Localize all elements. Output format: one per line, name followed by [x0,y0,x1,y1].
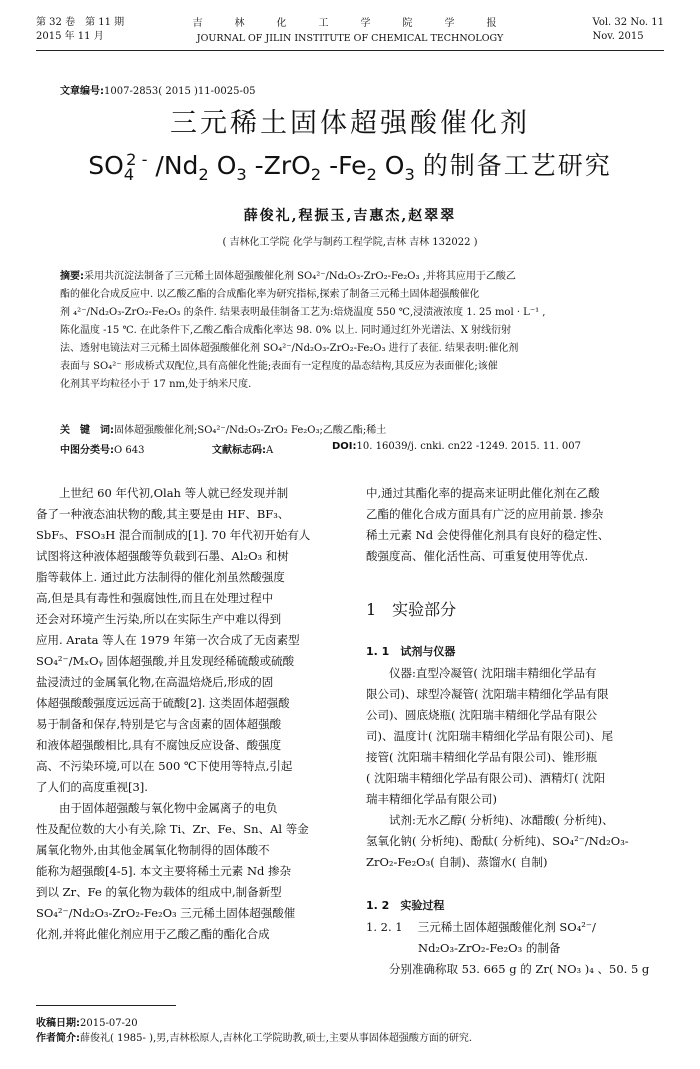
keywords: 关 键 词:固体超强酸催化剂;SO₄²⁻/Nd₂O₃-ZrO₂ Fe₂O₃;乙酸乙酯;稀土 [60,425,387,436]
journal-name-en: JOURNAL OF JILIN INSTITUTE OF CHEMICAL TECHNOLOGY [196,33,504,44]
volume-issue-en: Vol. 32 No. 11 Nov. 2015 [592,17,664,42]
title-line-1: 三元稀土固体超强酸催化剂 [170,108,530,139]
article-number: 文章编号:1007-2853( 2015 )11-0025-05 [60,86,256,97]
date-en: Nov. 2015 [592,31,644,42]
author-bio: 作者简介:薛俊礼( 1985- ),男,吉林松原人,吉林化工学院助教,硕士,主要从事固体超强酸方面的研究. [36,1033,473,1044]
document-code: 文献标志码:A [212,445,274,456]
footnote-rule [36,1005,176,1006]
journal-name [150,16,550,46]
subsection-heading-1-2: 1. 2 实验过程 [366,899,445,912]
section-heading-1: 1 实验部分 [366,600,457,619]
subsection-heading-1-1: 1. 1 试剂与仪器 [366,645,456,658]
clc-number: O 643 [114,445,145,456]
left-column: 上世纪 60 年代初,Olah 等人就已经发现并制 备了一种液态油状物的酸,其主要是由 HF、BF₃、 SbF₅、FSO₃H 混合而制成的[1]. 70 年代初开始有人 试图将这种液体超强酸等负载到石墨、Al₂O₃ 和树 脂等载体上. 通过此方法制得的催化剂虽然酸强度 高,但是具有毒性和强腐蚀性,而且在处理过程中 还会对环境产生污染,所以在实际生产中难以得到 应用. Arata 等人在 1979 年第一次合成了无卤素型 SO₄²⁻/MₓOᵧ 固体超强酸,并且发现经稀硫酸或硫酸 盐浸渍过的金属氧化物,在高温焙烧后,形成的固 体超强酸酸强度远远高于硫酸[2]. 这类固体超强酸 易于制备和保存,特别是它与含卤素的固体超强酸 和液体超强酸相比,具有不腐蚀反应设备、酸强度 高、不污染环境,可以在 500 ℃下使用等特点,引起 了人们的高度重视[3]. 由于固体超强酸与氧化物中金属离子的电负 性及配位数的大小有关,除 Ti、Zr、Fe、Sn、Al 等金 属氧化物外,由其他金属氧化物制得的固体酸不 能称为超强酸[4-5]. 本文主要将稀土元素 Nd 掺杂 到以 Zr、Fe 的氧化物为载体的组成中,制备新型 SO₄²⁻/Nd₂O₃-ZrO₂-Fe₂O₃ 三元稀土固体超强酸催 化剂,并将此催化剂应用于乙酸乙酯的酯化合成 [36,486,311,941]
abstract-label: 摘要: [60,271,84,282]
received-date: 收稿日期:2015-07-20 [36,1018,138,1029]
title-suffix: 的制备工艺研究 [422,151,612,180]
authors: 薛俊礼,程振玉,吉惠杰,赵翠翠 [243,208,457,224]
doi: DOI:10. 16039/j. cnki. cn22 -1249. 2015. 11. 007 [332,441,582,452]
journal-name-cn: 吉 林 化 工 学 院 学 报 [192,18,508,29]
abstract: 摘要:采用共沉淀法制备了三元稀土固体超强酸催化剂 SO₄²⁻/Nd₂O₃-ZrO₂-Fe₂O₃ ,并将其应用于乙酸乙 酯的催化合成反应中. 以乙酸乙酯的合成酯化率为研究指标,探索了制备三元稀土固体超强酸催化 剂 ₄²⁻/Nd₂O₃-ZrO₂-Fe₂O₃ 的条件. 结果表明最佳制备工艺为:焙烧温度 550 ℃,浸渍液浓度 1. 25 mol · L⁻¹ , 陈化温度 -15 ℃. 在此条件下,乙酸乙酯合成酯化率达 98. 0% 以上. 同时通过红外光谱法、X 射线衍射 法、透射电镜法对三元稀土固体超强酸催化剂 SO₄²⁻/Nd₂O₃-ZrO₂-Fe₂O₃ 进行了表征. 结果表明:催化剂 表面与 SO₄²⁻ 形成桥式双配位,具有高催化性能;表面有一定程度的晶态结构,其反应为表面催化;该催 化剂其平均粒径小于 17 nm,处于纳米尺度. [60,271,546,390]
volume-issue-cn: 第 32 卷 第 11 期 2015 年 11 月 [36,17,125,42]
right-column: 中,通过其酯化率的提高来证明此催化剂在乙酸 乙酯的催化合成方面具有广泛的应用前景. 掺杂 稀土元素 Nd 会使得催化剂具有良好的稳定性、 酸强度高、催化活性高、可重复使用等优点. [366,486,610,563]
affiliation: ( 吉林化工学院 化学与制药工程学院,吉林 吉林 132022 ) [222,237,478,248]
subsection-1-2-1: 1. 2. 1 三元稀土固体超强酸催化剂 SO₄²⁻/ Nd₂O₃-ZrO₂-Fe₂O₃ 的制备 分别准确称取 53. 665 g 的 Zr( NO₃ )₄ 、50. 5 g [366,920,650,976]
classification-line: 中图分类号:O 643 [60,445,145,456]
header-rule [36,50,664,51]
instruments-paragraph: 仪器:直型冷凝管( 沈阳瑞丰精细化学品有 限公司)、球型冷凝管( 沈阳瑞丰精细化学品有限 公司)、圆底烧瓶( 沈阳瑞丰精细化学品有限公 司)、温度计( 沈阳瑞丰精细化学品有限公司)、尾 接管( 沈阳瑞丰精细化学品有限公司)、锥形瓶 ( 沈阳瑞丰精细化学品有限公司)、酒精灯( 沈阳 瑞丰精细化学品有限公司) 试剂:无水乙醇( 分析纯)、冰醋酸( 分析纯)、 氢氧化钠( 分析纯)、酚酞( 分析纯)、SO₄²⁻/Nd₂O₃- ZrO₂-Fe₂O₃( 自制)、蒸馏水( 自制) [366,666,629,869]
date-cn: 2015 年 11 月 [36,31,104,42]
title-line-2: $SO_4^{2 -}$ $/Nd_2$ $O_3$ -ZrO$_2$ $-Fe_2$ $O_3$ 的制备工艺研究 [88,149,612,184]
